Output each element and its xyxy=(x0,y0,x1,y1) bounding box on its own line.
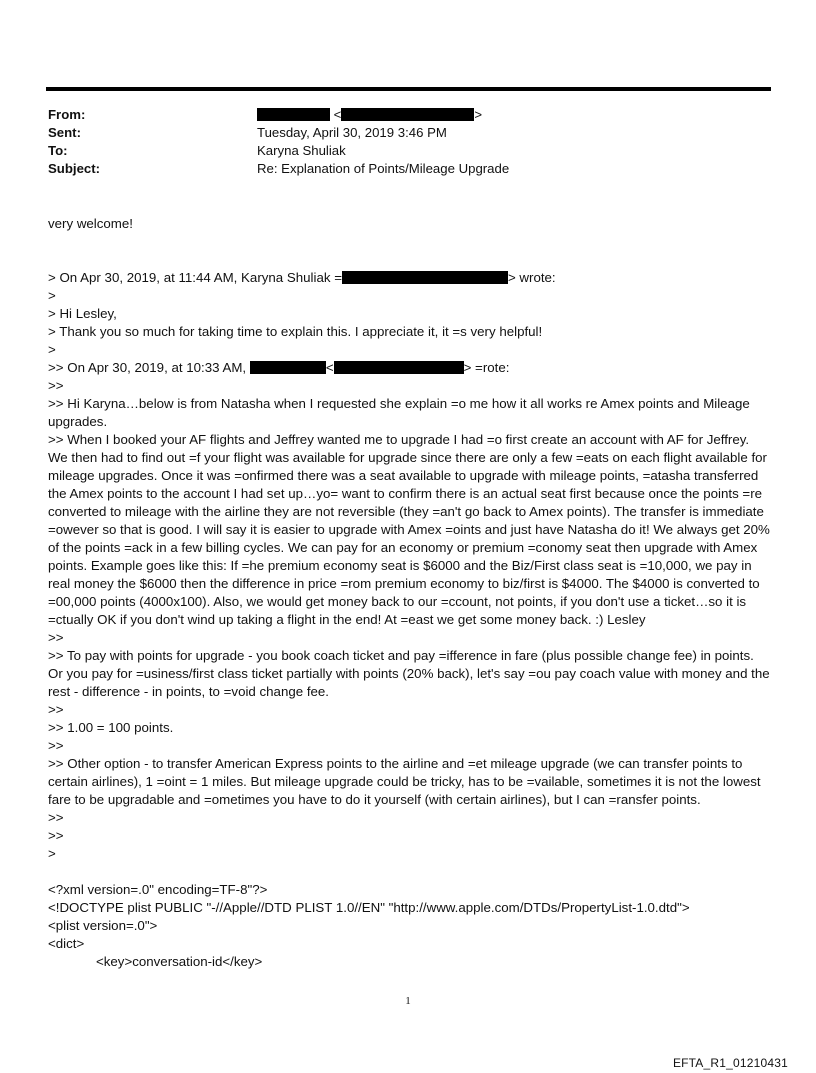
from-lt: < xyxy=(333,107,342,122)
nested-quote-paragraph: >> Other option - to transfer American Express points to the airline and =et mileage upgrade (we can transfer points to certain airlines), 1 =oint = 1 miles. But mileage upgrade could be tricky, has to be =vailable, sometimes it is not the lowest fare to be upgradable and =ometimes you have to do it yourself (with certain airlines), but I can =ransfer points. xyxy=(48,756,761,807)
header-rule xyxy=(46,87,771,91)
nested-quote-paragraph: >> Hi Karyna…below is from Natasha when I requested she explain =o me how it all works re Amex points and Mileage upgrades. xyxy=(48,396,750,429)
nested-quote-line: >> xyxy=(48,810,64,825)
to-label: To: xyxy=(48,143,68,158)
nested-quote-header-suffix: > =rote: xyxy=(463,360,510,375)
subject-label: Subject: xyxy=(48,161,101,176)
quote-line: > xyxy=(48,342,56,357)
xml-line: <!DOCTYPE plist PUBLIC "-//Apple//DTD PLIST 1.0//EN" "http://www.apple.com/DTDs/PropertyList-1.0.dtd"> xyxy=(48,900,690,915)
sent-label: Sent: xyxy=(48,125,81,140)
redaction-box xyxy=(334,361,464,374)
nested-quote-lt: < xyxy=(325,360,334,375)
page-number: 1 xyxy=(405,995,411,1007)
nested-quote-line: >> 1.00 = 100 points. xyxy=(48,720,174,735)
quote-line: > Hi Lesley, xyxy=(48,306,117,321)
subject-value: Re: Explanation of Points/Mileage Upgrade xyxy=(257,161,510,176)
redaction-box xyxy=(341,108,474,121)
greeting: very welcome! xyxy=(48,216,133,231)
from-value xyxy=(257,106,482,124)
nested-quote-paragraph: >> When I booked your AF flights and Jeffrey wanted me to upgrade I had =o first create an account with AF for Jeffrey. We then had to find out =f your flight was available for upgrade since there are only a few =eats on each flight available for mileage upgrades. Once it was =onfirmed there was a seat available to upgrade with mileage points, =atasha transferred the Amex points to the account I had set up…yo= want to confirm there is an actual seat first because once the points =re converted to mileage with the airline they are not reversible (they =an't go back to Amex points). The transfer is immediate =owever so that is good. I will say it is easier to upgrade with Amex =oints and just have Natasha do it! We always get 20% of the points =ack in a few billing cycles. We can pay for an economy or premium =conomy seat then upgrade with Amex points. Example goes like this: If =he premium economy seat is $6000 and the Biz/First class seat is =10,000, we pay in real money the $6000 then the difference in price =rom premium economy to biz/first is $4000. The $4000 is converted to =00,000 points (4000x100). Also, we would get money back to our =ccount, not points, if you don't use a ticket…so it is =ctually OK if you don't wind up taking a flight in the end! At =east we get some money back. :) Lesley xyxy=(48,432,770,627)
sent-value: Tuesday, April 30, 2019 3:46 PM xyxy=(257,125,447,140)
nested-quote-line: >> xyxy=(48,738,64,753)
from-label: From: xyxy=(48,107,86,122)
bates-number: EFTA_R1_01210431 xyxy=(672,1056,788,1070)
quote-header-text: > On Apr 30, 2019, at 11:44 AM, Karyna Shuliak = xyxy=(48,270,342,285)
redaction-box xyxy=(342,271,508,284)
quote-header-suffix: > wrote: xyxy=(507,270,556,285)
from-gt: > xyxy=(474,107,483,122)
nested-quote-line: >> xyxy=(48,828,64,843)
nested-quote-line: >> xyxy=(48,378,64,393)
xml-line: <key>conversation-id</key> xyxy=(96,954,263,969)
nested-quote-header-line xyxy=(48,359,770,377)
xml-line: <dict> xyxy=(48,936,85,951)
xml-line: <?xml version=.0" encoding=TF-8"?> xyxy=(48,882,268,897)
email-body xyxy=(48,215,770,971)
nested-quote-line: >> xyxy=(48,702,64,717)
quote-line: > xyxy=(48,846,56,861)
to-value: Karyna Shuliak xyxy=(257,143,346,158)
nested-quote-line: >> xyxy=(48,630,64,645)
redaction-box xyxy=(250,361,326,374)
redaction-box xyxy=(257,108,330,121)
quote-header-line xyxy=(48,269,770,287)
nested-quote-header-text: >> On Apr 30, 2019, at 10:33 AM, xyxy=(48,360,247,375)
nested-quote-paragraph: >> To pay with points for upgrade - you book coach ticket and pay =ifference in fare (plus possible change fee) in points. Or you pay for =usiness/first class ticket partially with points (20% back), let's say =ou pay coach value with money and the rest - difference - in points, to =void change fee. xyxy=(48,648,770,699)
quote-line: > xyxy=(48,288,56,303)
xml-line: <plist version=.0"> xyxy=(48,918,158,933)
quote-line: > Thank you so much for taking time to explain this. I appreciate it, it =s very helpful! xyxy=(48,324,543,339)
